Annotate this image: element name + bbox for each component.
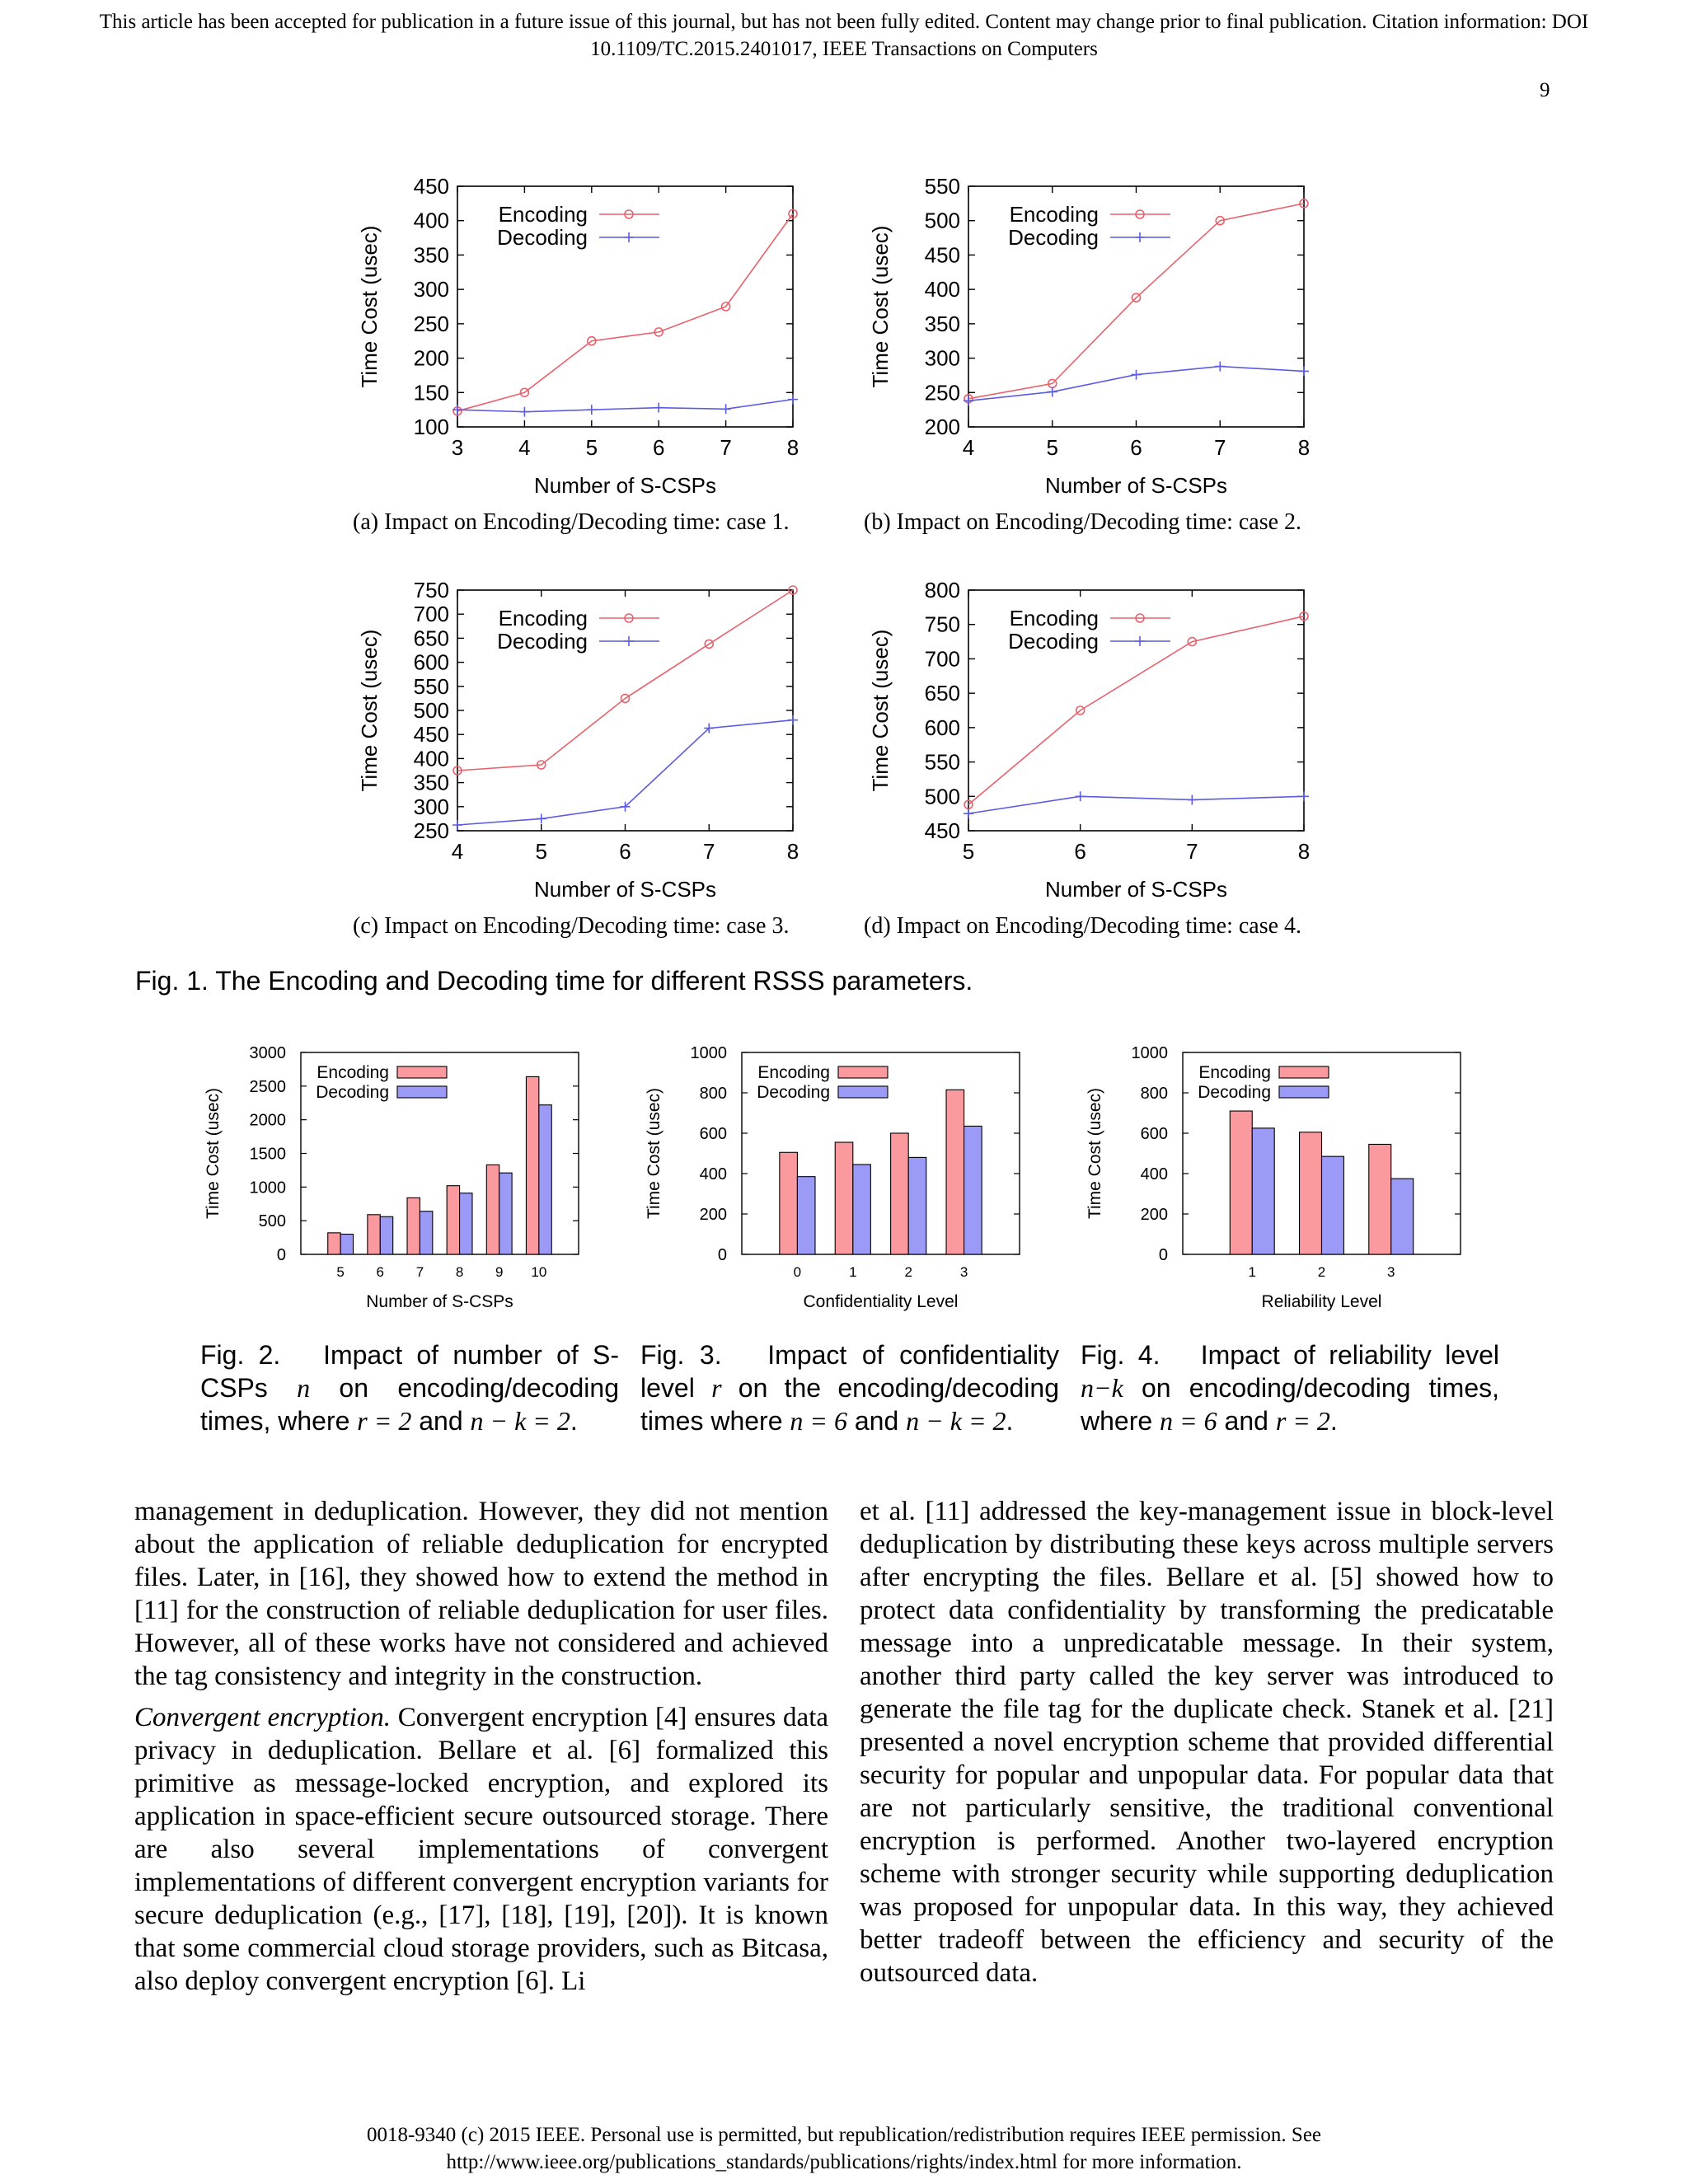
bar-decoding [539,1105,551,1254]
legend-swatch-encoding [838,1066,888,1078]
x-axis-label: Number of S-CSPs [533,473,717,498]
legend-swatch-decoding [1279,1086,1329,1098]
y-tick-label: 700 [924,646,960,672]
fig4-text1: Impact of reliability level [1200,1340,1499,1370]
data-point-decoding [1187,794,1197,804]
x-tick-label: 7 [720,435,732,460]
y-axis-label: Time Cost (usec) [204,1087,223,1220]
y-tick-label: 400 [699,1165,727,1183]
legend-label-encoding: Encoding [757,1063,830,1082]
fig2-var: n [297,1373,311,1403]
legend-marker-decoding [1135,232,1145,242]
bar-decoding [797,1177,815,1254]
y-tick-label: 450 [413,174,449,199]
x-tick-label: 1 [1248,1264,1256,1280]
series-line-decoding [968,796,1304,813]
y-tick-label: 400 [413,208,449,233]
fig3-label: Fig. 3. [640,1340,722,1370]
bar-decoding [1252,1128,1274,1254]
data-point-decoding [519,407,529,417]
fig3-var: r [711,1373,722,1403]
bar-decoding [340,1235,353,1255]
bar-decoding [908,1157,926,1254]
series-line-decoding [457,400,793,412]
chart-fig4 [1080,1038,1475,1319]
x-tick-label: 6 [1130,435,1142,460]
x-tick-label: 1 [849,1264,857,1280]
y-tick-label: 1500 [249,1145,286,1164]
y-tick-label: 0 [717,1246,727,1264]
legend-label-encoding: Encoding [1198,1063,1271,1082]
legend-label-encoding: Encoding [316,1063,389,1082]
y-tick-label: 650 [413,626,449,651]
x-tick-label: 8 [1297,435,1311,460]
x-tick-label: 5 [585,435,598,460]
fig4-math2: r = 2 [1275,1406,1330,1436]
legend-marker-decoding [624,232,634,242]
y-tick-label: 200 [1140,1206,1168,1224]
bar-decoding [460,1193,472,1254]
y-tick-label: 600 [413,649,449,675]
body-left-paragraph-2 [134,1701,828,1998]
data-point-decoding [1299,366,1309,376]
fig4-end: . [1329,1406,1338,1436]
x-tick-label: 3 [959,1264,968,1280]
legend-swatch-encoding [397,1066,447,1078]
y-tick-label: 350 [924,311,960,336]
fig3-math2: n − k = 2 [906,1406,1006,1436]
y-tick-label: 650 [924,681,960,706]
y-tick-label: 800 [1140,1085,1168,1103]
data-point-decoding [537,813,546,823]
x-tick-label: 3 [451,435,464,460]
y-tick-label: 2000 [249,1111,286,1130]
chart-fig3 [639,1038,1034,1319]
x-tick-label: 7 [415,1264,424,1280]
fig3-text3: and [854,1406,899,1436]
bar-encoding [368,1215,380,1254]
y-tick-label: 500 [924,784,960,809]
y-axis-label: Time Cost (usec) [357,225,382,388]
x-tick-label: 7 [703,839,715,864]
legend-label-encoding: Encoding [498,202,588,227]
x-tick-label: 6 [652,435,665,460]
legend-label-encoding: Encoding [1009,606,1099,630]
fig2-label: Fig. 2. [200,1340,281,1370]
x-tick-label: 6 [1074,839,1086,864]
y-tick-label: 100 [413,415,449,439]
y-tick-label: 300 [413,794,449,819]
copyright-footer [0,2121,1688,2176]
page-number: 9 [1540,79,1550,101]
y-tick-label: 600 [924,715,960,740]
subcaption-d: (d) Impact on Encoding/Decoding time: case 4. [864,913,1302,939]
y-axis-label: Time Cost (usec) [357,629,382,792]
x-tick-label: 5 [962,839,975,864]
legend-label-decoding: Decoding [757,1083,830,1102]
chart-fig1d [857,577,1352,907]
bar-decoding [499,1173,512,1254]
y-tick-label: 250 [413,818,449,843]
y-tick-label: 3000 [249,1044,286,1062]
y-axis-label: Time Cost (usec) [1085,1087,1104,1220]
legend-marker-decoding [624,636,634,646]
x-axis-label: Confidentiality Level [803,1292,959,1311]
y-tick-label: 250 [413,311,449,336]
footer-line-1: 0018-9340 (c) 2015 IEEE. Personal use is permitted, but republication/redistribution requires IEEE permission. See [366,2124,1322,2146]
subcaption-b: (b) Impact on Encoding/Decoding time: case 2. [864,509,1302,535]
x-tick-label: 8 [786,435,799,460]
figure-2-caption [200,1338,619,1437]
bar-encoding [407,1197,420,1254]
fig4-label: Fig. 4. [1081,1340,1160,1370]
x-axis-label: Number of S-CSPs [1044,877,1228,902]
y-tick-label: 400 [1140,1165,1168,1183]
bar-encoding [835,1142,853,1254]
bar-encoding [780,1152,798,1254]
notice-line-2: 10.1109/TC.2015.2401017, IEEE Transactions on Computers [590,38,1098,60]
bar-decoding [853,1165,871,1254]
y-tick-label: 450 [924,818,960,843]
legend-label-decoding: Decoding [497,629,588,654]
bar-encoding [447,1186,459,1254]
bar-encoding [486,1165,499,1254]
x-tick-label: 7 [1214,435,1226,460]
bar-decoding [1391,1179,1414,1254]
x-tick-label: 7 [1186,839,1198,864]
data-point-decoding [654,403,663,413]
x-tick-label: 4 [518,435,531,460]
data-point-decoding [452,820,462,830]
x-tick-label: 2 [1317,1264,1326,1280]
bar-decoding [380,1216,392,1254]
chart-fig1b [857,173,1352,503]
bar-encoding [1369,1144,1391,1254]
y-tick-label: 500 [924,208,960,233]
legend-label-decoding: Decoding [1008,629,1099,654]
footer-line-2: http://www.ieee.org/publications_standards/publications/rights/index.html for more information. [446,2151,1242,2173]
x-tick-label: 8 [455,1264,464,1280]
x-tick-label: 5 [1046,435,1058,460]
data-point-decoding [1132,370,1142,380]
chart-fig1a [346,173,841,503]
body-left-paragraph-1: management in deduplication. However, they did not mention about the application of reliable deduplication for encrypted files. Later, in [16], they showed how to extend the method in [11] for the construction of reliable deduplication for user files. However, all of these works have not considered and achieved the tag consistency and integrity in the construction. [134,1497,828,1691]
data-point-decoding [1299,791,1309,801]
fig2-end: . [570,1406,578,1436]
bar-encoding [946,1090,964,1254]
section-heading-convergent: Convergent encryption. [134,1703,391,1732]
body-right-paragraph-1: et al. [11] addressed the key-management issue in block-level deduplication by distributing these keys across multiple servers after encrypting the files. Bellare et al. [5] showed how to protect data confidentiality by transforming the predicatable message into a unpredicatable message. In their system, another third party called the key server was introduced to generate the file tag for the duplicate check. Stanek et al. [21] presented a novel encryption scheme that provided differential security for popular and unpopular data. For popular data that are not particularly sensitive, the traditional conventional encryption is performed. Another two-layered encryption scheme with stronger security while supporting deduplication was proposed for unpopular data. In this way, they achieved better tradeoff between the efficiency and security of the outsourced data. [860,1497,1554,1988]
x-tick-label: 5 [336,1264,345,1280]
chart-fig1c [346,577,841,907]
fig4-var: n−k [1081,1373,1123,1403]
legend-swatch-encoding [1279,1066,1329,1078]
data-point-decoding [788,395,798,405]
y-tick-label: 350 [413,242,449,268]
bar-decoding [964,1126,982,1254]
bar-encoding [891,1133,909,1254]
figure-1-caption: Fig. 1. The Encoding and Decoding time for different RSSS parameters. [135,966,973,996]
fig3-math1: n = 6 [790,1406,847,1436]
x-tick-label: 6 [376,1264,385,1280]
y-tick-label: 500 [258,1212,286,1231]
bar-encoding [526,1076,538,1254]
legend-label-decoding: Decoding [1198,1083,1271,1102]
legend-label-decoding: Decoding [316,1083,389,1102]
publication-notice [0,8,1688,63]
figure-4-caption [1081,1338,1499,1437]
x-tick-label: 8 [1297,839,1311,864]
y-tick-label: 550 [413,673,449,699]
y-tick-label: 1000 [249,1179,286,1197]
legend-label-encoding: Encoding [1009,202,1099,227]
x-tick-label: 10 [531,1264,547,1280]
x-tick-label: 6 [619,839,631,864]
y-tick-label: 300 [413,277,449,302]
y-tick-label: 800 [924,578,960,602]
fig2-text2: on encoding/decoding times, where [200,1373,619,1436]
y-tick-label: 750 [413,578,449,602]
notice-line-1: This article has been accepted for publication in a future issue of this journal, but has not been fully edited. Content may change prior to final publication. Citation information: DOI [99,11,1589,33]
y-tick-label: 300 [924,345,960,371]
y-tick-label: 1000 [690,1044,727,1062]
bar-decoding [420,1212,432,1254]
body-right-column [860,1495,1554,1998]
y-tick-label: 1000 [1131,1044,1168,1062]
fig4-text2: on encoding/decoding times, where [1081,1373,1500,1436]
y-tick-label: 200 [413,345,449,371]
fig4-text3: and [1224,1406,1268,1436]
y-tick-label: 150 [413,380,449,405]
legend-marker-decoding [1135,636,1145,646]
data-point-decoding [788,715,798,725]
y-tick-label: 400 [413,746,449,771]
fig3-text2: on the encoding/decoding times where [640,1373,1060,1436]
y-tick-label: 2500 [249,1077,286,1096]
y-tick-label: 200 [924,415,960,439]
body-left-column [134,1495,828,2006]
x-tick-label: 4 [962,435,975,460]
data-point-decoding [964,808,973,818]
x-tick-label: 9 [495,1264,504,1280]
y-tick-label: 0 [1158,1246,1168,1264]
data-point-decoding [721,404,731,414]
fig2-math1: r = 2 [357,1406,412,1436]
legend-label-decoding: Decoding [1008,225,1099,250]
y-tick-label: 350 [413,770,449,795]
legend-label-encoding: Encoding [498,606,588,630]
y-tick-label: 750 [924,612,960,637]
data-point-decoding [587,405,597,415]
y-tick-label: 450 [924,242,960,268]
y-tick-label: 500 [413,698,449,723]
bar-encoding [1230,1111,1252,1254]
body-left-paragraph-2-text: Convergent encryption [4] ensures data privacy in deduplication. Bellare et al. [6] formalized this primitive as message-locked encryption, and explored its application in space-efficient secure outsourced storage. There are also several implementations of convergent implementations of different convergent encryption variants for secure deduplication (e.g., [17], [18], [19], [20]). It is known that some commercial cloud storage providers, such as Bitcasa, also deploy convergent encryption [6]. Li [134,1703,829,1996]
y-axis-label: Time Cost (usec) [868,225,893,388]
bar-decoding [1322,1156,1344,1254]
y-tick-label: 550 [924,174,960,199]
y-tick-label: 700 [413,602,449,627]
fig2-math2: n − k = 2 [470,1406,570,1436]
legend-swatch-decoding [838,1086,888,1098]
legend-label-decoding: Decoding [497,225,588,250]
legend-swatch-decoding [397,1086,447,1098]
fig3-end: . [1006,1406,1014,1436]
fig4-math1: n = 6 [1160,1406,1217,1436]
x-tick-label: 5 [535,839,547,864]
y-tick-label: 200 [699,1206,727,1224]
fig3-text1: Impact of confidentiality level [640,1340,1060,1403]
x-tick-label: 0 [793,1264,802,1280]
x-axis-label: Number of S-CSPs [1044,473,1228,498]
x-tick-label: 2 [904,1264,912,1280]
y-tick-label: 600 [699,1125,727,1143]
subcaption-c: (c) Impact on Encoding/Decoding time: case 3. [353,913,790,939]
fig2-text1: Impact of number of S-CSPs [200,1340,620,1403]
x-axis-label: Reliability Level [1261,1292,1382,1311]
y-axis-label: Time Cost (usec) [868,629,893,792]
subcaption-a: (a) Impact on Encoding/Decoding time: case 1. [353,509,790,535]
figure-3-caption [640,1338,1059,1437]
y-tick-label: 550 [924,749,960,775]
y-tick-label: 450 [413,722,449,748]
y-tick-label: 0 [276,1246,286,1264]
y-tick-label: 250 [924,380,960,405]
data-point-decoding [1048,387,1057,396]
y-tick-label: 600 [1140,1125,1168,1143]
y-tick-label: 800 [699,1085,727,1103]
x-axis-label: Number of S-CSPs [366,1292,513,1311]
bar-encoding [1300,1132,1322,1254]
data-point-decoding [1215,362,1225,372]
fig2-text3: and [419,1406,463,1436]
x-tick-label: 8 [786,839,799,864]
data-point-decoding [1076,791,1085,801]
y-tick-label: 400 [924,277,960,302]
x-tick-label: 4 [451,839,464,864]
chart-fig2 [198,1038,593,1319]
x-tick-label: 3 [1387,1264,1395,1280]
bar-encoding [328,1233,340,1254]
x-axis-label: Number of S-CSPs [533,877,717,902]
y-axis-label: Time Cost (usec) [645,1087,663,1220]
